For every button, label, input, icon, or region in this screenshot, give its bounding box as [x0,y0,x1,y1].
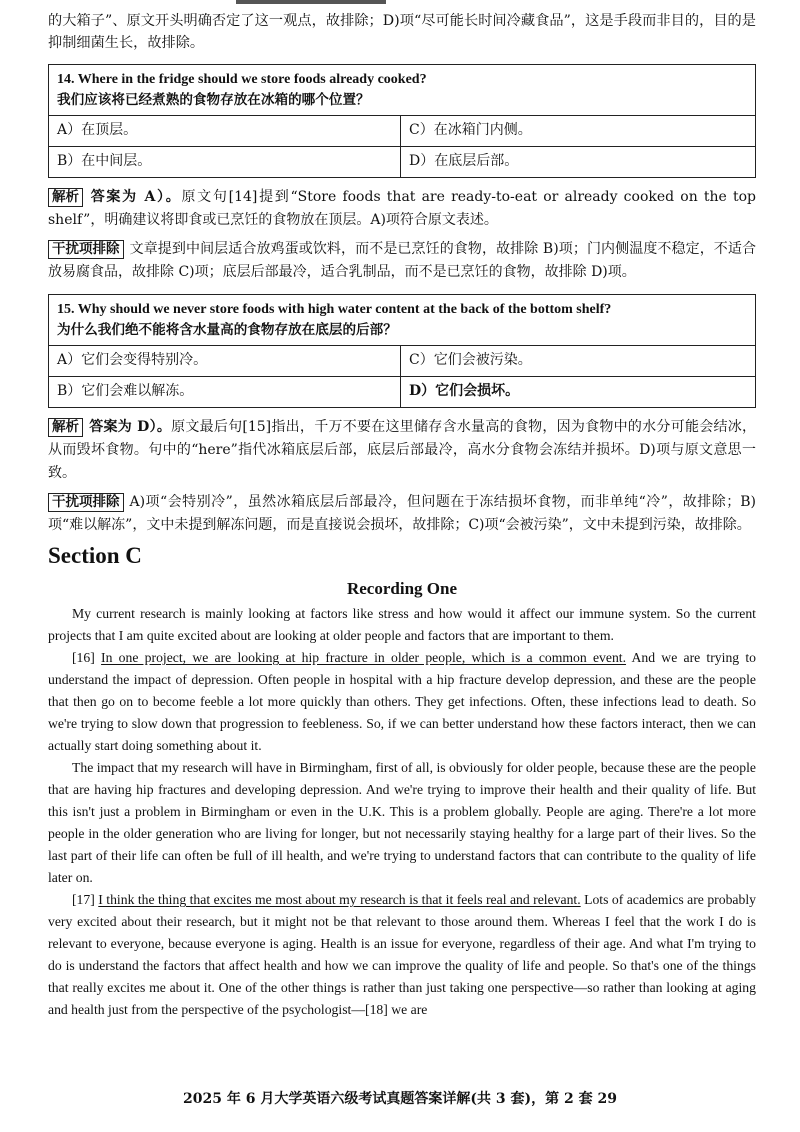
analysis-tag: 解析 [48,418,83,437]
page-content [48,10,756,1021]
underlined-sentence-16: In one project, we are looking at hip fracture in older people, which is a common event. [101,650,627,665]
q14-option-b: B）在中间层。 [49,147,401,177]
q14-analysis [48,186,756,232]
paragraph-4-rest: Lots of academics are probably very excited about their research, but it might not be that relevant to those around them. Whereas I feel that the work I do is relevant to everyone, because everyone is aging. Health is an issue for everyone, regardless of their age. And what I'm trying to do is understand the factors that affect health and how we can improve the quality of life and people. So that's one of the things that really excites me about it. One of the other things is rather than just taking one perspective—so rather than looking at aging and health just from the perspective of the psychologist—[18] we are [48,892,756,1017]
intro-paragraph: 的大箱子”、原文开头明确否定了这一观点，故排除；D)项“尽可能长时间冷藏食品”，这是手段而非目的，目的是抑制细菌生长，故排除。 [48,13,756,51]
page-footer: 2025 年 6 月大学英语六级考试真题答案详解(共 3 套)，第 2 套 29 [183,1091,617,1107]
recording-title: Recording One [346,579,458,598]
q14-distractors [48,238,756,284]
q15-option-a: A）它们会变得特别冷。 [49,346,401,377]
recording-paragraph-3: The impact that my research will have in Birmingham, first of all, is obviously for older people, because these are the people that are having hip fractures and developing depression. And we're trying to improve their health and their quality of life. But this isn't just a problem in Birmingham or even in the U.K. This is a problem globally. People are aging. There're a lot more people in the older generation who are living for longer, but not necessarily staying healthy for a large part of their lives. So the last part of their life can often be full of ill health, and we're trying to understand factors that can contribute to the quality of life later on. [48,760,756,885]
q15-option-b: B）它们会难以解冻。 [49,377,401,407]
paragraph-2-rest: And we are trying to understand the impact of depression. Often people in hospital with a hip fracture develop depression, and these are the people that then go on to become feeble a lot more quickly than others. They get infections. Often, these infections lead to death. So we're trying to slow down that progression to feebleness. So, if we can better understand how these factors interact, then we can actually start doing something about it. [48,650,757,753]
section-title: Section C [48,543,142,568]
question-15-zh: 为什么我们绝不能将含水量高的食物存放在底层的后部？ [57,322,397,338]
q15-distractors [48,491,756,537]
q14-option-c: C）在冰箱门内侧。 [401,116,755,147]
recording-paragraph-4 [48,889,756,1021]
question-14-zh: 我们应该将已经煮熟的食物存放在冰箱的哪个位置？ [57,92,370,108]
recording-paragraph-1: My current research is mainly looking at factors like stress and how would it affect our immune system. So the current projects that I am quite excited about are looking at older people and factors that are important to them. [48,606,756,643]
question-15-header [49,295,755,346]
q14-distractor-text: 文章提到中间层适合放鸡蛋或饮料，而不是已烹饪的食物，故排除 B)项；门内侧温度不稳定，不适合放易腐食品，故排除 C)项；底层后部最冷，适合乳制品，而不是已烹饪的食物，故排除 D)项。 [48,241,756,280]
marker-17: [17] [72,892,99,907]
recording-paragraph-2 [48,647,756,757]
q14-option-d: D）在底层后部。 [409,153,519,169]
q14-option-a: A）在顶层。 [49,116,401,147]
q15-distractor-text: A)项“会特别冷”，虽然冰箱底层后部最冷，但问题在于冻结损坏食物，而非单纯“冷”，故排除；B)项“难以解冻”，文中未提到解冻问题，而是直接说会损坏，故排除；C)项“会被污染”，文中未提到污染，故排除。 [48,494,756,533]
q15-analysis [48,416,756,485]
marker-16: [16] [72,650,102,665]
question-14-options [49,116,755,177]
distractor-tag: 干扰项排除 [48,240,124,259]
q15-option-d: D）它们会损坏。 [409,383,520,399]
analysis-tag: 解析 [48,188,83,207]
question-15-options [49,346,755,407]
question-15-box [48,294,756,408]
distractor-tag: 干扰项排除 [48,493,124,512]
q14-analysis-text: 原文句[14]提到“Store foods that are ready-to-eat or already cooked on the top shelf”，明确建议将即食或已烹饪的食物放在顶层。A)项符合原文表述。 [48,189,756,228]
question-14-box [48,64,756,178]
top-edge-rule [236,0,386,4]
q15-option-c: C）它们会被污染。 [401,346,755,377]
q15-answer: 答案为 D）。 [89,419,172,435]
q14-answer: 答案为 A）。 [89,189,182,205]
question-14-header [49,65,755,116]
underlined-sentence-17: I think the thing that excites me most about my research is that it feels real and relevant. [98,892,581,907]
q15-analysis-text: 原文最后句[15]指出，千万不要在这里储存含水量高的食物，因为食物中的水分可能会结冰，从而毁坏食物。句中的“here”指代冰箱底层后部，底层后部最冷，高水分食物会冻结并损坏。D)项与原文意思一致。 [48,419,756,481]
question-14-en: 14. Where in the fridge should we store foods already cooked? [57,72,427,87]
question-15-en: 15. Why should we never store foods with high water content at the back of the bottom shelf? [57,302,612,317]
